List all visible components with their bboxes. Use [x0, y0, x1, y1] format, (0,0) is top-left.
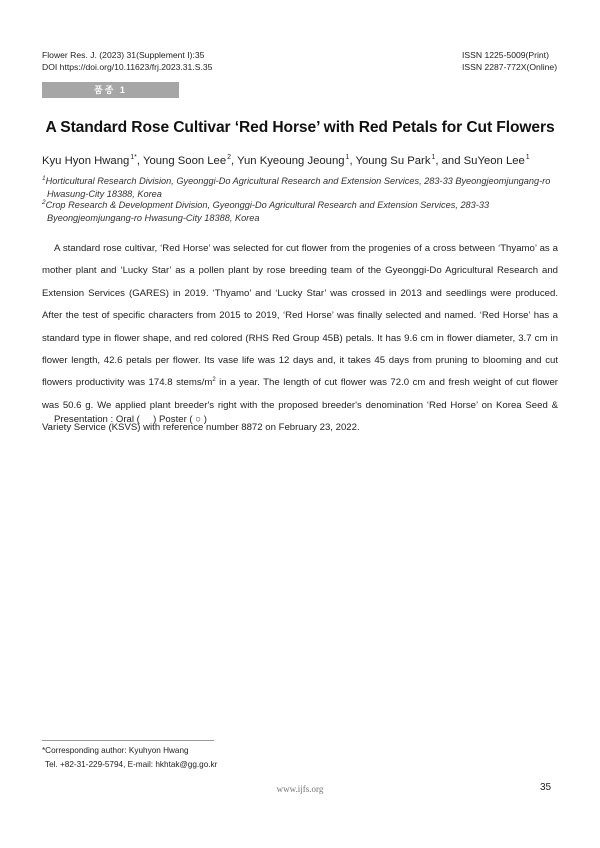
affiliation-sup: 2 [42, 199, 46, 206]
author-name: Kyu Hyon Hwang [42, 155, 130, 167]
affiliation-line: Horticultural Research Division, Gyeonggi-Do Agricultural Research and Extension Services, 283-33 Byeongjeomjungang-ro [45, 176, 551, 186]
author-separator: , [136, 155, 143, 167]
doi-line[interactable]: DOI https://doi.org/10.11623/frj.2023.31.S.35 [42, 62, 213, 72]
abstract-superscript: 2 [212, 377, 216, 384]
issn-print: ISSN 1225-5009(Print) [462, 50, 549, 60]
author-sup: 1* [130, 154, 137, 161]
author-sup: 2 [227, 154, 232, 161]
footnote-divider [42, 740, 214, 741]
issn-online: ISSN 2287-772X(Online) [462, 62, 558, 72]
author-name: Yun Kyeoung Jeoung [237, 155, 345, 167]
author-sup: 1 [431, 154, 436, 161]
abstract-text: A standard rose cultivar, ‘Red Horse’ was selected for cut flower from the progenies of a cross between ‘Thyamo’ as a mother plant and ‘Lucky Star’ as a pollen plant by rose breeding team of the Gyeonggi-Do Agricultural Research and Extension Services (GARES) in 2019. ‘Thyamo’ and ‘Lucky Star’ was crossed in 2013 and seedlings were produced. After the test of specific characters from 2015 to 2019, ‘Red Horse’ was finally selected and named. ‘Red Horse’ has a standard type in flower shape, and red colored (RHS Red Group 45B) petals. It has 9.6 cm in flower diameter, 3.7 cm in flower length, 42.6 petals per flower. Its vase life was 12 days and, it takes 45 days from pruning to blooming and cut flowers productivity was 174.8 stems/m [42, 243, 558, 389]
contact-info: Tel. +82-31-229-5794, E-mail: hkhtak@gg.go.kr [45, 760, 218, 769]
author-separator: , [349, 155, 356, 167]
category-label: 품종 1 [42, 82, 179, 98]
affiliation-sup: 1 [42, 175, 46, 182]
abstract-text: in a year. The length of cut flower was 72.0 cm and fresh weight of cut flower was 50.6 g. We applied plant breeder's right with the proposed breeder's denomination ‘Red Horse’ on Korea Seed & Variety Service (KSVS) with reference number 8872 on February 23, 2022. [42, 377, 558, 434]
author-separator: , [231, 155, 238, 167]
page-number: 35 [540, 782, 552, 793]
presentation-type: Presentation : Oral ( ) Poster ( ○ ) [54, 414, 207, 425]
author-separator: , and [435, 155, 464, 167]
affiliation-line: Crop Research & Development Division, Gyeonggi-Do Agricultural Research and Extension Services, 283-33 [45, 200, 490, 210]
abstract-body [42, 238, 558, 440]
paper-title: A Standard Rose Cultivar ‘Red Horse’ with Red Petals for Cut Flowers [45, 119, 555, 136]
author-name: Young Su Park [355, 155, 431, 167]
author-name: SuYeon Lee [463, 155, 525, 167]
author-sup: 1 [345, 154, 350, 161]
affiliation-line: Byeongjeomjungang-ro Hwasung-City 18388, Korea [47, 213, 260, 223]
journal-website[interactable]: www.ijfs.org [276, 784, 324, 794]
affiliation-2 [42, 196, 562, 225]
journal-line: Flower Res. J. (2023) 31(Supplement I):35 [42, 50, 205, 60]
author-list [42, 154, 530, 167]
issn-block [462, 49, 557, 73]
corresponding-author: *Corresponding author: Kyuhyon Hwang [42, 746, 189, 755]
author-sup: 1 [525, 154, 530, 161]
author-name: Young Soon Lee [142, 155, 227, 167]
footnote [42, 744, 217, 772]
affiliation-line: Hwasung-City 18388, Korea [47, 189, 162, 199]
journal-citation [42, 49, 212, 73]
